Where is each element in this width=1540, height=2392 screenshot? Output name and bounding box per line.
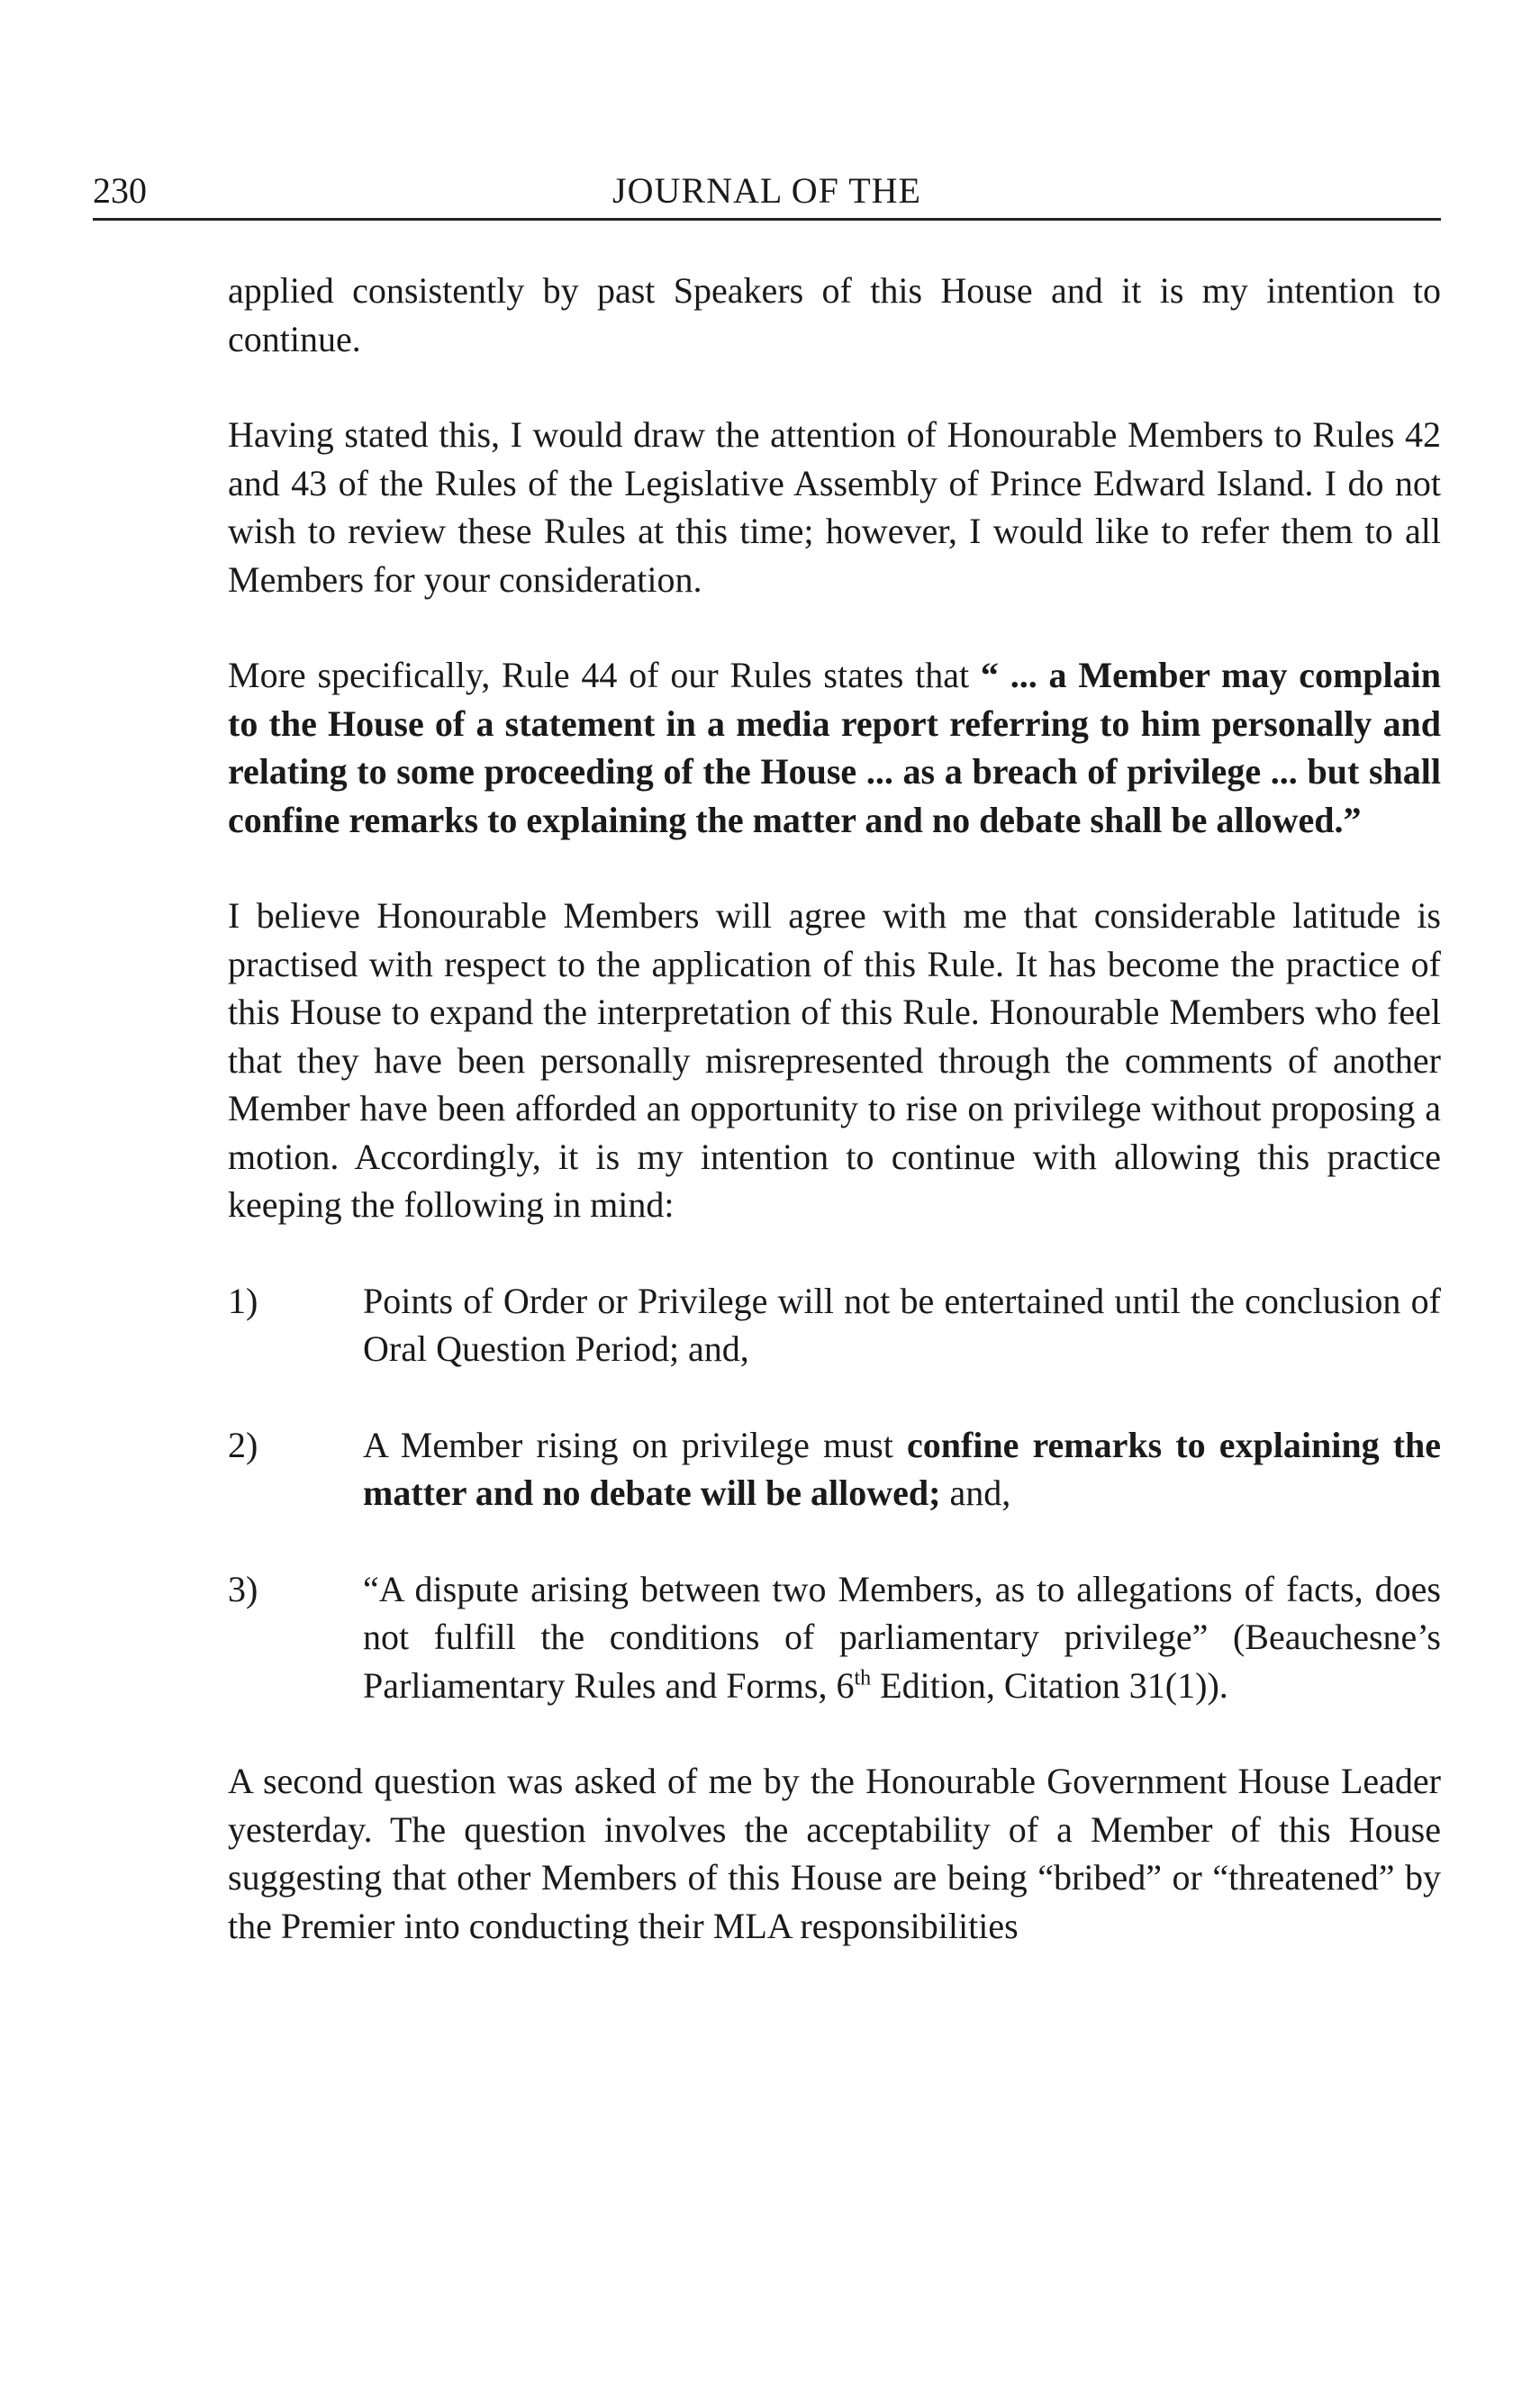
list-text-2-end: and, — [940, 1472, 1011, 1513]
paragraph-4: I believe Honourable Members will agree with me that considerable latitude is practised with respect to the application of this Rule. It has become the practice of this House to expand the interpretation of this Rule. Honourable Members who feel that they have been personally misrepresented through the comments of another Member have been afforded an opportunity to rise on privilege without proposing a motion. Accordingly, it is my intention to continue with allowing this practice keeping the following in mind: — [228, 895, 1441, 1225]
paragraph-3 — [228, 651, 1441, 844]
body-text — [228, 267, 1441, 1998]
paragraph-2: Having stated this, I would draw the attention of Honourable Members to Rules 42 and 43 of the Rules of the Legislative Assembly of Prince Edward Island. I do not wish to review these Rules at this time; however, I would like to refer them to all Members for your consideration. — [228, 414, 1441, 600]
list-item-2 — [228, 1421, 1441, 1518]
list-text-2-bold: confine remarks to explaining the matter and no debate will be allowed; — [363, 1424, 1442, 1513]
paragraph-1: applied consistently by past Speakers of this House and it is my intention to continue. — [228, 270, 1441, 359]
rule-44-quote: “ ... a Member may complain to the House of a statement in a media report referring to him personally and relating to some proceeding of the House ... as a breach of privilege ... but shall confine remarks to explaining the matter and no debate shall be allowed.” — [228, 655, 1441, 840]
list-number-1: 1) — [228, 1280, 258, 1321]
page-number: 230 — [93, 170, 147, 211]
list-text-2-start: A Member rising on privilege must — [363, 1424, 907, 1465]
page-header — [93, 164, 1441, 221]
list-text-1: Points of Order or Privilege will not be entertained until the conclusion of Oral Question Period; and, — [363, 1280, 1441, 1369]
paragraph-3-intro: More specifically, Rule 44 of our Rules states that — [228, 655, 981, 695]
running-title: JOURNAL OF THE — [612, 170, 921, 211]
list-item-3 — [228, 1565, 1441, 1710]
list-item-1 — [228, 1277, 1441, 1373]
paragraph-5: A second question was asked of me by the Honourable Government House Leader yesterday. The question involves the acceptability of a Member of this House suggesting that other Members of this House are being “bribed” or “threatened” by the Premier into conducting their MLA responsibilities — [228, 1761, 1441, 1946]
list-text-3-end: Edition, Citation 31(1)). — [871, 1664, 1228, 1706]
list-text-3-superscript: th — [854, 1666, 872, 1690]
list-number-2: 2) — [228, 1424, 258, 1465]
list-number-3: 3) — [228, 1568, 258, 1609]
list-text-3-start: “A dispute arising between two Members, as to allegations of facts, does not fulfill the conditions of parliamentary privilege” (Beauchesne’s Parliamentary Rules and Forms, 6 — [363, 1568, 1441, 1706]
